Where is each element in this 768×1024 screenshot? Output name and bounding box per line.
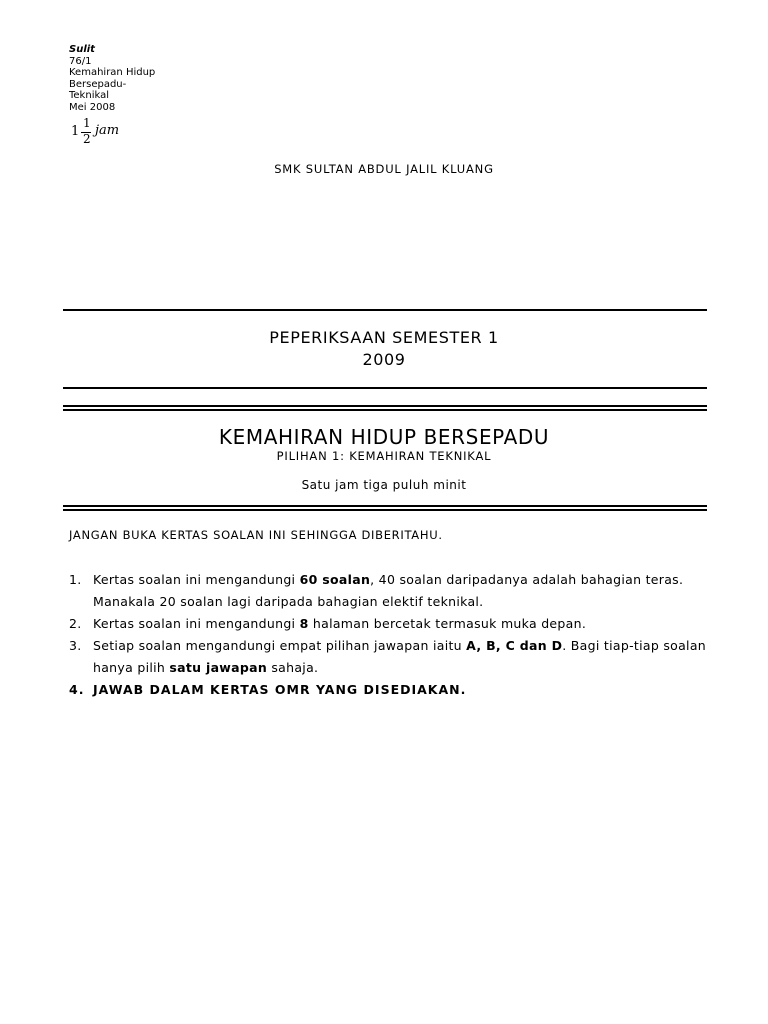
exam-date: Mei 2008 (69, 101, 116, 113)
instruction-number: 3. (69, 638, 82, 653)
divider-middle (63, 387, 707, 389)
instruction-text: Setiap soalan mengandungi empat pilihan jawapan iaitu (93, 638, 467, 653)
instruction-item (69, 569, 709, 613)
instruction-emphasis: A, B, C dan D (466, 638, 563, 653)
duration-numerator: 1 (83, 116, 91, 130)
subject-line-2: Bersepadu- (69, 78, 127, 90)
divider-double-4 (63, 509, 707, 511)
instruction-emphasis: 8 (299, 616, 309, 631)
duration-denominator: 2 (83, 132, 91, 146)
instruction-text: sahaja. (267, 660, 319, 675)
school-name: SMK SULTAN ABDUL JALIL KLUANG (274, 162, 494, 176)
subject-option: PILIHAN 1: KEMAHIRAN TEKNIKAL (276, 449, 492, 463)
instructions-list (69, 569, 709, 701)
instruction-item (69, 613, 709, 635)
instruction-number: 4. (69, 682, 85, 697)
exam-block (0, 327, 768, 371)
instruction-emphasis: satu jawapan (169, 660, 268, 675)
instruction-item (69, 635, 709, 679)
instruction-text: Kertas soalan ini mengandungi (93, 616, 300, 631)
divider-double-1 (63, 405, 707, 407)
exam-title: PEPERIKSAAN SEMESTER 1 (269, 328, 499, 347)
divider-top (63, 309, 707, 311)
instruction-number: 2. (69, 616, 82, 631)
instruction-item (69, 679, 709, 701)
subject-title: KEMAHIRAN HIDUP BERSEPADU (218, 425, 550, 449)
paper-code: 76/1 (69, 55, 92, 67)
subject-line-3: Teknikal (69, 90, 109, 101)
subject-line-1: Kemahiran Hidup (69, 67, 156, 78)
duration-unit: jam (95, 123, 120, 138)
instruction-text: halaman bercetak termasuk muka depan. (308, 616, 587, 631)
instruction-text: , 40 soalan daripadanya adalah bahagian teras. Manakala 20 soalan lagi daripada bahagian elektif teknikal. (93, 572, 684, 609)
instruction-text: Kertas soalan ini mengandungi (93, 572, 300, 587)
exam-year: 2009 (362, 350, 406, 369)
instruction-text: JAWAB DALAM KERTAS OMR YANG DISEDIAKAN. (93, 682, 467, 697)
document-header (69, 44, 155, 113)
warning-text: JANGAN BUKA KERTAS SOALAN INI SEHINGGA DIBERITAHU. (69, 528, 443, 542)
instruction-text: . Bagi tiap-tiap soalan hanya pilih (93, 638, 707, 675)
instruction-emphasis: 60 soalan (299, 572, 371, 587)
duration-whole: 1 (71, 124, 80, 139)
exam-duration-text: Satu jam tiga puluh minit (301, 478, 467, 492)
divider-double-2 (63, 409, 707, 411)
divider-double-3 (63, 505, 707, 507)
classification-label: Sulit (69, 44, 95, 55)
instruction-number: 1. (69, 572, 82, 587)
